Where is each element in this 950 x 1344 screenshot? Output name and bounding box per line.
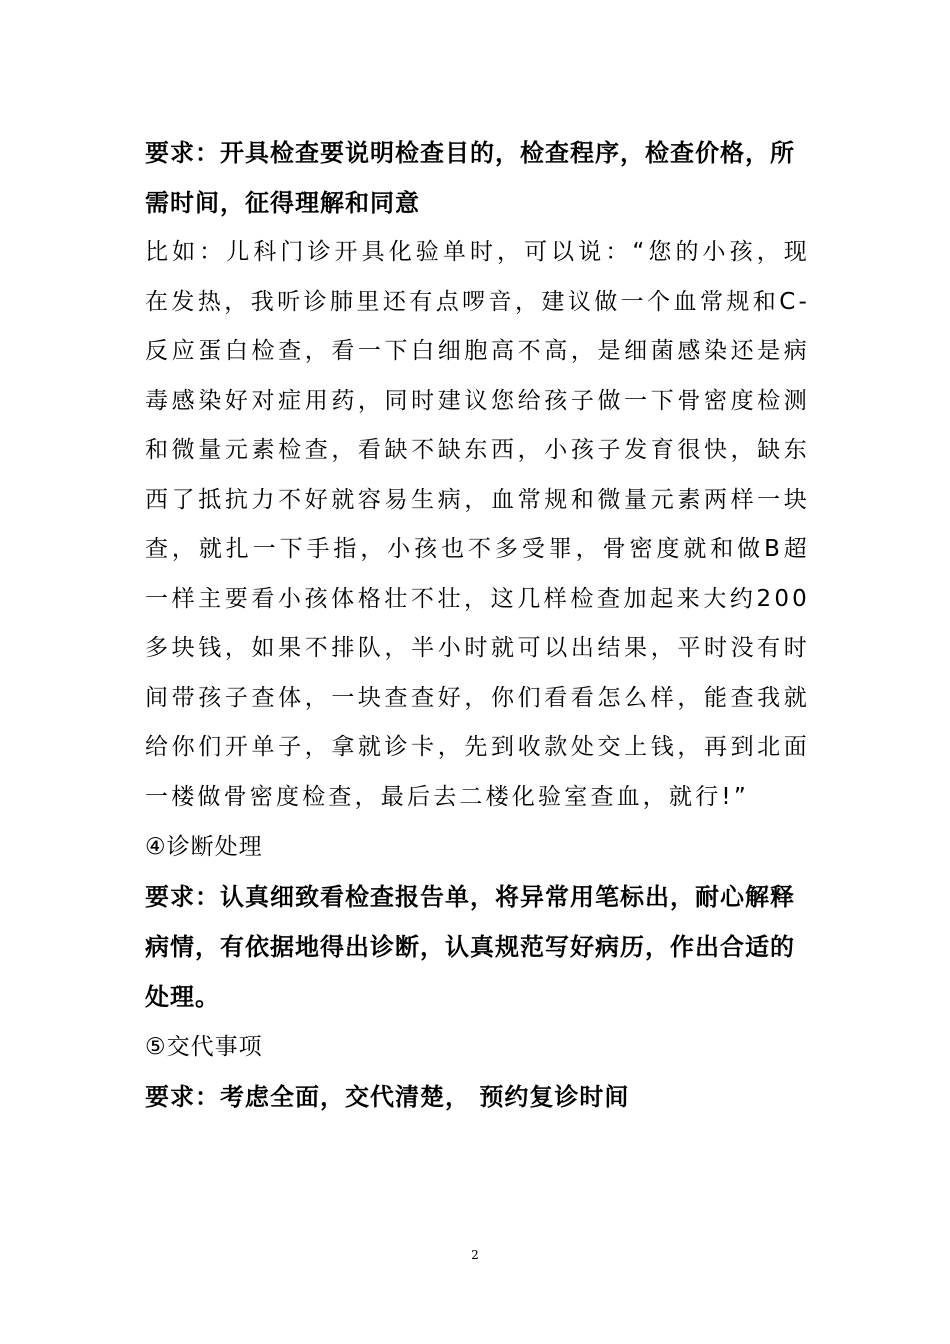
diagnosis-requirement-paragraph: 要求：认真细致看检查报告单，将异常用笔标出，耐心解释病情，有依据地得出诊断，认真规范写好病历，作出合适的处理。 — [145, 882, 795, 1011]
handover-requirement-paragraph: 要求：考虑全面，交代清楚， 预约复诊时间 — [145, 1082, 630, 1111]
diagnosis-heading: ④诊断处理 — [145, 834, 263, 860]
handover-heading: ⑤交代事项 — [145, 1034, 263, 1060]
document-body — [145, 128, 810, 1122]
exam-requirement-paragraph: 要求：开具检查要说明检查目的，检查程序，检查价格，所需时间，征得理解和同意 — [145, 138, 795, 217]
exam-example-paragraph: 比如：儿科门诊开具化验单时，可以说：“您的小孩，现在发热，我听诊肺里还有点啰音，建议做一个血常规和C-反应蛋白检查，看一下白细胞高不高，是细菌感染还是病毒感染好对症用药，同时建议您给孩子做一下骨密度检测和微量元素检查，看缺不缺东西，小孩子发育很快，缺东西了抵抗力不好就容易生病，血常规和微量元素两样一块查，就扎一下手指，小孩也不多受罪，骨密度就和做B超一样主要看小孩体格壮不壮，这几样检查加起来大约200多块钱，如果不排队，半小时就可以出结果，平时没有时间带孩子查体，一块查查好，你们看看怎么样，能查我就给你们开单子，拿就诊卡，先到收款处交上钱，再到北面一楼做骨密度检查，最后去二楼化验室查血，就行!” — [145, 239, 810, 810]
page-number: 2 — [471, 1248, 479, 1262]
